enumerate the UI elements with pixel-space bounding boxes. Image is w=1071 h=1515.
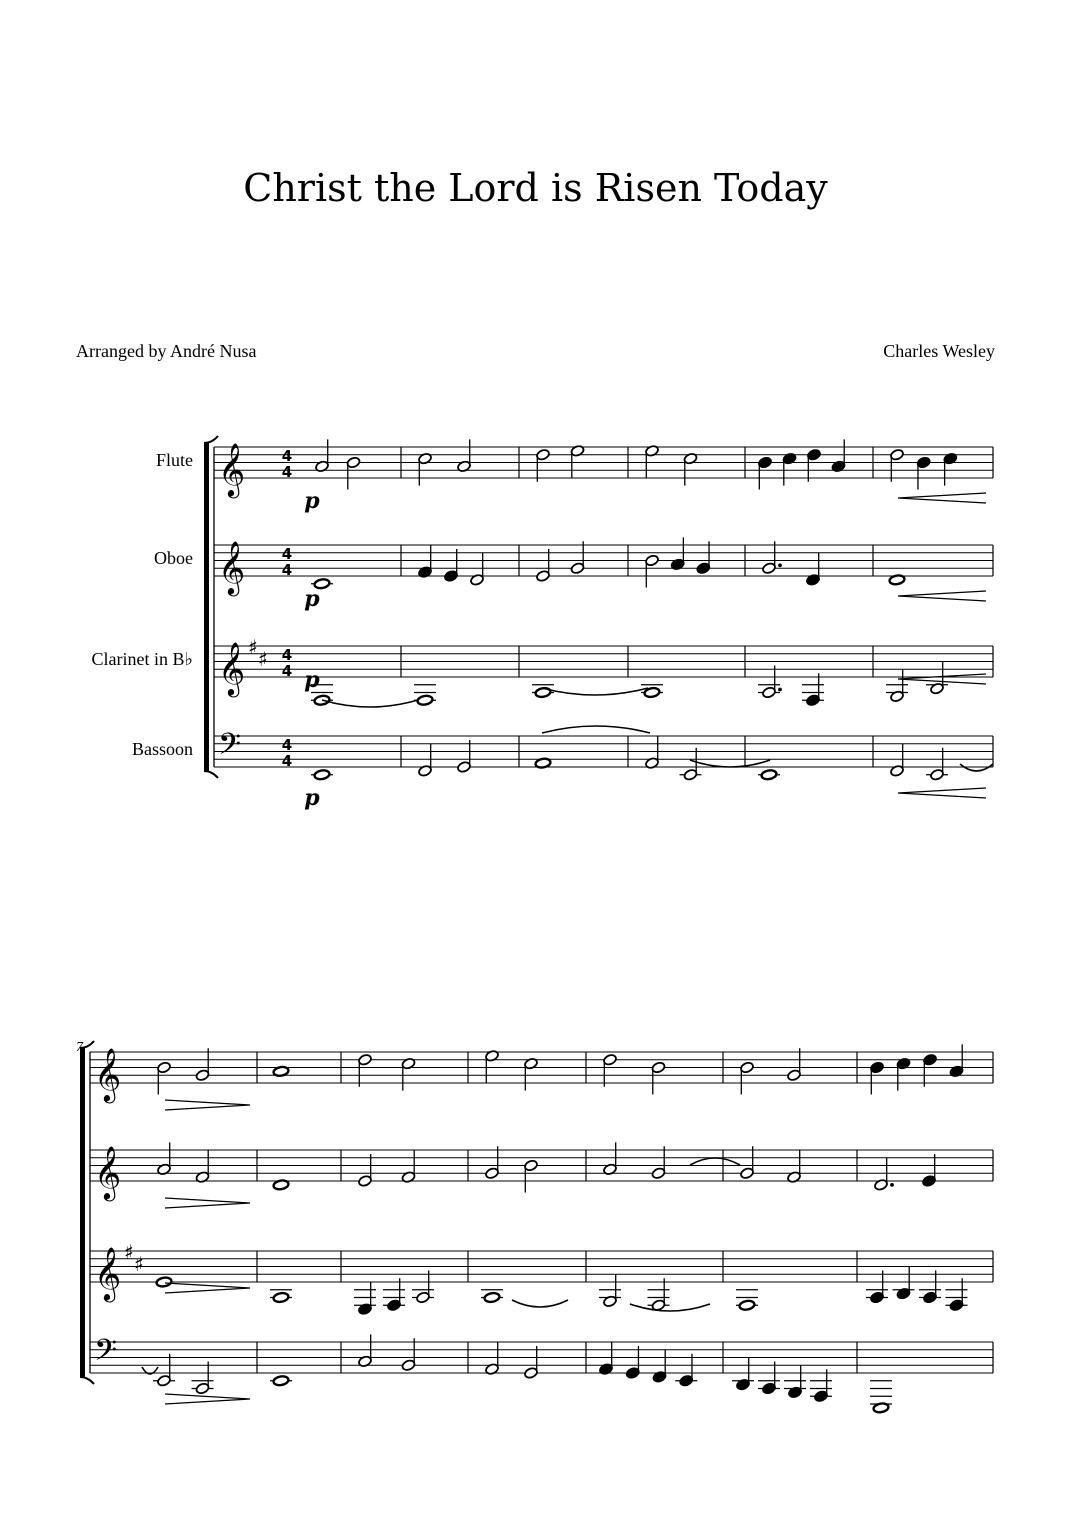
bracket-bottom-hook [80, 1377, 94, 1384]
bracket-bottom-hook [204, 771, 218, 778]
decrescendo-hairpin [165, 1100, 250, 1110]
treble-clef-icon: 𝄞 [94, 1145, 122, 1199]
note [314, 769, 330, 780]
dynamic-marking: p [304, 586, 320, 612]
time-signature-numerator: 4 [281, 736, 293, 754]
measure-number: 7 [76, 1040, 83, 1055]
tie [542, 688, 648, 695]
arranger-credit: Arranged by André Nusa [76, 341, 257, 361]
time-signature-denominator: 4 [281, 752, 293, 770]
time-signature-numerator: 4 [281, 545, 293, 563]
note [484, 1292, 500, 1303]
tie [690, 760, 770, 767]
key-signature-sharp-f: ♯ [124, 1240, 134, 1264]
decrescendo-hairpin [165, 1198, 250, 1208]
crescendo-hairpin [898, 591, 986, 601]
crescendo-hairpin [898, 674, 986, 684]
bass-clef-icon: 𝄢 [218, 728, 242, 769]
decrescendo-hairpin [165, 1283, 250, 1293]
system-bracket [80, 1048, 85, 1377]
instrument-name: Oboe [154, 548, 193, 568]
treble-clef-icon: 𝄞 [218, 641, 246, 695]
instrument-name: Flute [155, 450, 193, 470]
key-signature-sharp-c: ♯ [258, 647, 268, 671]
note-dot [778, 688, 782, 692]
score-title: Christ the Lord is Risen Today [243, 166, 828, 210]
tie [630, 1304, 710, 1311]
note-dot [890, 1183, 894, 1187]
treble-clef-icon: 𝄞 [94, 1047, 122, 1101]
tie [690, 1158, 740, 1165]
composer-credit: Charles Wesley [883, 341, 995, 361]
tie [512, 1300, 568, 1307]
bracket-top-hook [204, 436, 218, 443]
key-signature-sharp-f: ♯ [248, 635, 258, 659]
system-bracket [204, 443, 209, 771]
tie [322, 700, 418, 707]
note-dot [778, 563, 782, 567]
time-signature-numerator: 4 [281, 447, 293, 465]
decrescendo-hairpin [165, 1394, 250, 1404]
dynamic-marking: p [304, 667, 320, 693]
treble-clef-icon: 𝄞 [94, 1246, 122, 1300]
note [739, 1300, 755, 1311]
note [273, 1375, 289, 1386]
time-signature-numerator: 4 [281, 646, 293, 664]
dynamic-marking: p [304, 785, 320, 811]
treble-clef-icon: 𝄞 [218, 540, 246, 594]
instrument-name: Clarinet in B♭ [91, 649, 193, 669]
time-signature-denominator: 4 [281, 561, 293, 579]
note [273, 1292, 289, 1303]
bass-clef-icon: 𝄢 [94, 1334, 118, 1375]
crescendo-hairpin [898, 493, 986, 503]
note [417, 695, 433, 706]
treble-clef-icon: 𝄞 [218, 442, 246, 496]
instrument-name: Bassoon [131, 739, 193, 759]
note [761, 769, 777, 780]
crescendo-hairpin [898, 788, 986, 798]
tie [542, 726, 650, 733]
dynamic-marking: p [304, 488, 320, 514]
time-signature-denominator: 4 [281, 662, 293, 680]
note [156, 1276, 172, 1287]
time-signature-denominator: 4 [281, 463, 293, 481]
key-signature-sharp-c: ♯ [134, 1252, 144, 1276]
